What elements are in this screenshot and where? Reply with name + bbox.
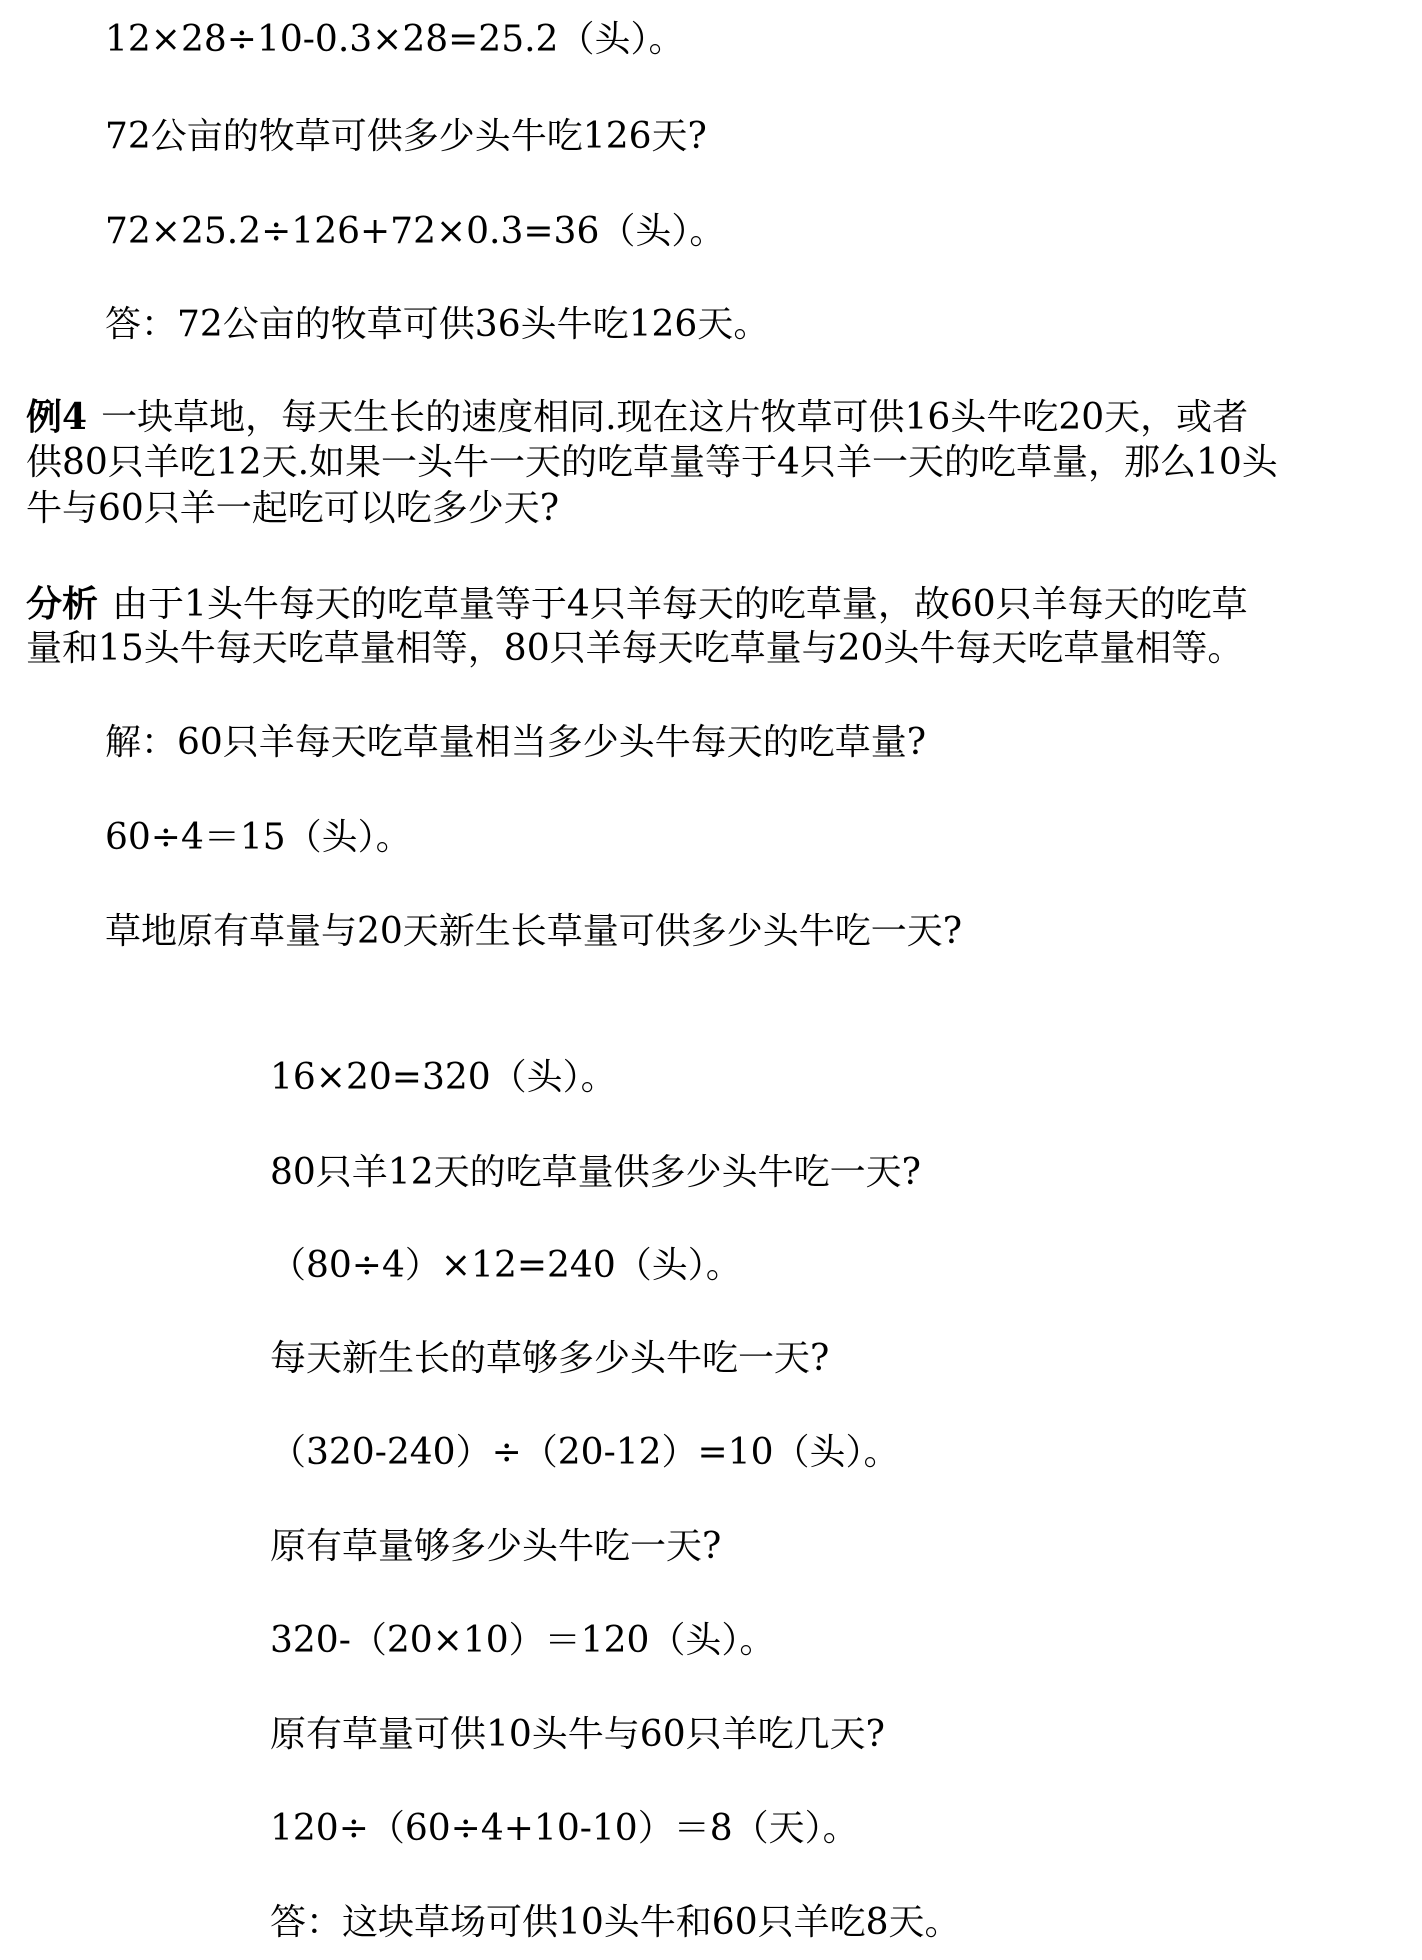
example-4-label: 例4 <box>26 396 88 438</box>
step-line-2: 80只羊12天的吃草量供多少头牛吃一天? <box>270 1152 921 1193</box>
analysis-label: 分析 <box>26 583 99 625</box>
solution-line-2: 60÷4＝15（头）。 <box>105 817 412 858</box>
analysis-line-2: 量和15头牛每天吃草量相等，80只羊每天吃草量与20头牛每天吃草量相等。 <box>26 628 1244 669</box>
step-line-4: 每天新生长的草够多少头牛吃一天? <box>270 1338 830 1379</box>
question-line-1: 72公亩的牧草可供多少头牛吃126天? <box>105 116 707 157</box>
example-4-line-3: 牛与60只羊一起吃可以吃多少天? <box>26 488 560 529</box>
example-4-text-1: 一块草地，每天生长的速度相同.现在这片牧草可供16头牛吃20天，或者 <box>101 397 1249 438</box>
calc-line-2: 72×25.2÷126+72×0.3=36（头）。 <box>105 211 726 252</box>
step-line-6: 原有草量够多少头牛吃一天? <box>270 1526 722 1567</box>
example-4-line-1 <box>26 397 1248 438</box>
answer-line-1: 答：72公亩的牧草可供36头牛吃126天。 <box>105 304 770 345</box>
solution-line-3: 草地原有草量与20天新生长草量可供多少头牛吃一天? <box>105 911 963 952</box>
analysis-text-1: 由于1头牛每天的吃草量等于4只羊每天的吃草量，故60只羊每天的吃草 <box>112 584 1248 625</box>
solution-line-1: 解：60只羊每天吃草量相当多少头牛每天的吃草量? <box>105 722 927 763</box>
step-line-10: 答：这块草场可供10头牛和60只羊吃8天。 <box>270 1902 961 1943</box>
step-line-7: 320-（20×10）＝120（头）。 <box>270 1620 776 1661</box>
step-line-8: 原有草量可供10头牛与60只羊吃几天? <box>270 1714 885 1755</box>
step-line-3: （80÷4）×12=240（头）。 <box>270 1245 742 1286</box>
step-line-1: 16×20=320（头）。 <box>270 1057 617 1098</box>
step-line-9: 120÷（60÷4+10-10）＝8（天）。 <box>270 1808 859 1849</box>
step-line-5: （320-240）÷（20-12）=10（头）。 <box>270 1432 900 1473</box>
example-4-line-2: 供80只羊吃12天.如果一头牛一天的吃草量等于4只羊一天的吃草量，那么10头 <box>26 442 1278 483</box>
calc-line-1: 12×28÷10-0.3×28=25.2（头）。 <box>105 19 685 60</box>
analysis-line-1 <box>26 584 1248 625</box>
